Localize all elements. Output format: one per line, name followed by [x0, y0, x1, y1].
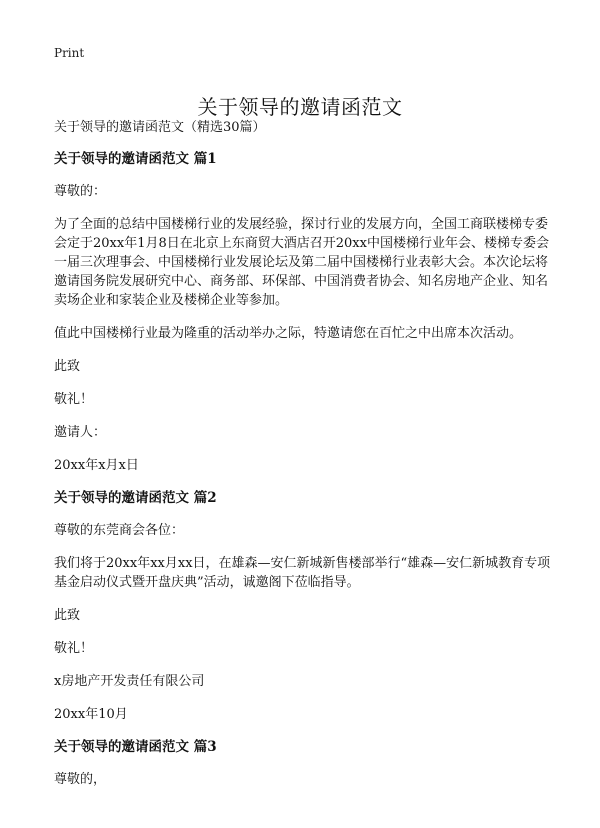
- salutation-1: 尊敬的：: [54, 184, 107, 199]
- document-subtitle: 关于领导的邀请函范文（精选30篇）: [54, 120, 266, 135]
- body-paragraph-2a: 我们将于20xx年xx月xx日，在雄森—安仁新城新售楼部举行“雄森—安仁新城教育专项基金启动仪式暨开盘庆典”活动，诚邀阁下莅临指导。: [54, 556, 551, 590]
- body-paragraph-1a: 为了全面的总结中国楼梯行业的发展经验，探讨行业的发展方向，全国工商联楼梯专委会定于20xx年1月8日在北京上东商贸大酒店召开20xx中国楼梯行业年会、楼梯专委会一届三次理事会、中国楼梯行业发展论坛及第二届中国楼梯行业表彰大会。本次论坛将邀请国务院发展研究中心、商务部、环保部、中国消费者协会、知名房地产企业、知名卖场企业和家装企业及楼梯企业等参加。: [54, 217, 549, 308]
- body-paragraph-1b: 值此中国楼梯行业最为隆重的活动举办之际，特邀请您在百忙之中出席本次活动。: [54, 326, 523, 341]
- date-1: 20xx年x月x日: [54, 458, 139, 473]
- company-2: x房地产开发责任有限公司: [54, 674, 205, 689]
- document-title: 关于领导的邀请函范文: [197, 95, 403, 120]
- section-heading-2: 关于领导的邀请函范文 篇2: [54, 490, 217, 506]
- closing-1b: 敬礼！: [54, 392, 94, 407]
- inviter-1: 邀请人：: [54, 425, 107, 440]
- document-content: [54, 118, 554, 789]
- section-heading-1: 关于领导的邀请函范文 篇1: [54, 151, 217, 167]
- salutation-3: 尊敬的，: [54, 772, 107, 787]
- section-heading-3: 关于领导的邀请函范文 篇3: [54, 739, 217, 755]
- closing-2b: 敬礼！: [54, 641, 94, 656]
- print-label: Print: [54, 46, 85, 60]
- salutation-2: 尊敬的东莞商会各位：: [54, 523, 185, 538]
- closing-2a: 此致: [54, 608, 81, 623]
- closing-1a: 此致: [54, 359, 81, 374]
- date-2: 20xx年10月: [54, 707, 128, 722]
